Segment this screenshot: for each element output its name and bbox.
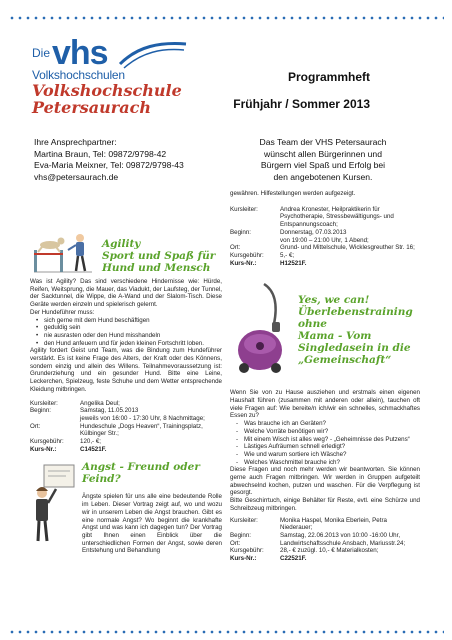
contact-meixner: Eva-Maria Meixner, Tel: 09872/9798-43 [34,160,184,170]
mama-heading-line2: Überlebenstraining ohne [298,306,413,331]
logo-subtitle: Volkshochschulen [32,68,125,82]
list-item: • den Hund anfeuern und für jeden kleinen Fortschritt loben. [44,340,222,348]
list-item: - Welches Waschmittel brauche ich? [244,459,420,467]
kurs-nr-row: Kurs-Nr.: H12521F. [230,259,307,267]
mama-bring: Bitte Geschirrtuch, einige Behälter für Reste, evtl. eine Schürze und Schreibzeug mitbringen. [230,497,420,512]
detail-row: Beginn: Samstag, 11.05.2013 [30,407,139,415]
mama-intro: Wenn Sie von zu Hause ausziehen und erstmals einen eigenen Haushalt führen (zusammen mit anderen oder allein), tauchen oft viele Fragen auf: Wie bereite/n ich/wir ein schnelles, schmackhaftes Essen zu? [230,389,420,420]
list-item: - Lästiges Aufräumen schnell erledigt? [244,443,420,451]
kurs-nr-row: Kurs-Nr.: C22521F. [230,555,307,563]
list-item: - Wie und warum sortiere ich Wäsche? [244,451,420,459]
detail-row: Ort: Landwirtschaftsschule Ansbach, Mariusstr.24; [230,539,406,547]
angst-heading-line1: Angst - Freund oder [82,461,200,474]
list-item: • sich gerne mit dem Hund beschäftigen [44,317,222,325]
agility-must-intro: Der Hundeführer muss: [30,308,95,316]
detail-row: Kursleiter: Angelika Deul; [30,399,120,407]
mama-heading-line1: Yes, we can! [298,294,370,307]
agility-heading-line2: Sport und Spaß für [102,250,216,262]
list-item: - Welche Vorräte benötigen wir? [244,428,420,436]
presenter-illustration [30,461,78,545]
list-item: • geduldig sein [44,324,222,332]
angst-continued: gewähren. Hilfestellungen werden aufgezeigt. [230,190,356,197]
program-title: Programmheft [287,70,370,84]
logo-die-text: Die [32,46,51,60]
mama-heading-line4: Singledasein in die [298,342,411,355]
list-item: - Mit einem Wisch ist alles weg? - „Geheimnisse des Putzens“ [244,436,420,444]
contact-email[interactable]: vhs@petersaurach.de [34,171,119,182]
detail-row: Kursleiter: Andrea Kronester, Heilpraktikerin für Psychotherapie, Stressbewältigungs- und Entspannungscoach; [230,205,394,229]
program-season: Frühjahr / Sommer 2013 [233,97,370,111]
left-column [30,228,222,555]
mama-heading [298,294,420,366]
detail-row: jeweils von 16:00 - 17:30 Uhr, 8 Nachmittage; [80,414,205,422]
logo-swoosh-icon [118,40,188,70]
detail-row: Kursgebühr: 28,- € zuzügl. 10,- € Materialkosten; [230,547,379,555]
agility-body: Agility fordert Geist und Team, was die Bindung zum Hundeführer verstärkt. Es ist keine Frage des Alters, der Kraft oder des Könnens, sondern einzig und allein des Willens. Teilnahmevoraussetzung ist: Grunderziehung und ein gesunder Hund. Bitte eine Leine, Leckerchen, Spielzeug, feste Schuhe und dem Wetter entsprechende Kleidung mitbringen. [30,347,222,393]
contact-label: Ihre Ansprechpartner: [34,137,117,147]
contact-block [34,137,184,183]
agility-details [30,400,222,454]
mama-question-list [230,420,420,466]
agility-heading [102,238,215,274]
list-item: - Was brauche ich an Geräten? [244,420,420,428]
mama-details [230,517,420,563]
logo-name-line1: Volkshochschule [32,81,182,100]
bottom-dotted-rule [8,630,444,634]
agility-heading-line1: Agility [102,238,141,250]
logo-name-line2: Petersaurach [32,98,151,117]
angst-details [230,206,420,268]
angst-heading [82,461,222,485]
mama-heading-line5: „Gemeinschaft“ [298,354,392,367]
list-item: • nie ausrasten oder den Hund misshandeln [44,332,222,340]
agility-intro: Was ist Agility? Das sind verschiedene Hindernisse wie: Hürde, Reifen, Weitsprung, die Mauer, das Viadukt, der Laufsteg, der Tunnel, der Sacktunnel, die Wippe, die A-Wand und der Slalom-Tisch. Diese Geräte werden einzeln und spielerisch gelernt. [30,278,222,309]
agility-header [30,228,222,274]
agility-must-list [30,317,222,348]
detail-row: von 19:00 – 21:00 Uhr, 1 Abend; [280,236,369,244]
detail-row: Beginn: Samstag, 22.06.2013 von 10:00 -16:00 Uhr, [230,531,401,539]
angst-content [82,461,222,485]
mama-body: Diese Fragen und noch mehr werden wir beantworten. Sie können gerne auch Fragen mitbringen. Wir werden in Gruppen aufgeteilt abwechselnd kochen, putzen und waschen. Für die Verpflegung ist gesorgt. [230,466,420,497]
detail-row: Kursgebühr: 120,- €; [30,438,101,446]
detail-row: Beginn: Donnerstag, 07.03.2013 [230,228,347,236]
detail-row: Kursgebühr: 5,- €; [230,251,295,259]
detail-row: Kursleiter: Monika Haspel, Monika Eberlein, Petra Niederauer; [230,516,387,532]
detail-row: Ort: Grund- und Mittelschule, Wicklesgreuther Str. 16; [230,244,415,252]
team-greeting: Das Team der VHS Petersaurach wünscht allen Bürgerinnen und Bürgern viel Spaß und Erfolg bei den angebotenen Kursen. [259,137,387,182]
vhs-logo [30,34,200,117]
agility-heading-line3: Hund und Mensch [102,262,211,274]
mama-header [230,275,420,385]
right-column [230,190,420,563]
angst-text: Ängste spielen für uns alle eine bedeutende Rolle im Leben. Dieser Vortrag zeigt auf, wo und wozu wir in unserem Leben die Angst brauchen. Gibt es eine normale Angst? Wo beginnt die krankhafte Angst und was kann ich dagegen tun? Der Vortrag gibt Ihnen einen Einblick über die unterschiedlichen Formen der Angst, sowie deren Entstehung und Behandlung [82,493,222,555]
kurs-nr-row: Kurs-Nr.: C14521F. [30,445,107,453]
logo-vhs-text: vhs [52,34,108,72]
top-dotted-rule [8,16,444,20]
mama-heading-line3: Mama - Vom [298,330,372,343]
detail-row: Ort: Hundeschule „Dogs Heaven“, Trainingsplatz, Külbinger Str.; [30,422,203,438]
angst-heading-line2: Feind? [82,473,121,486]
contact-braun: Martina Braun, Tel: 09872/9798-42 [34,148,167,159]
vacuum-cleaner-illustration [230,280,294,380]
dog-agility-illustration [30,230,96,274]
